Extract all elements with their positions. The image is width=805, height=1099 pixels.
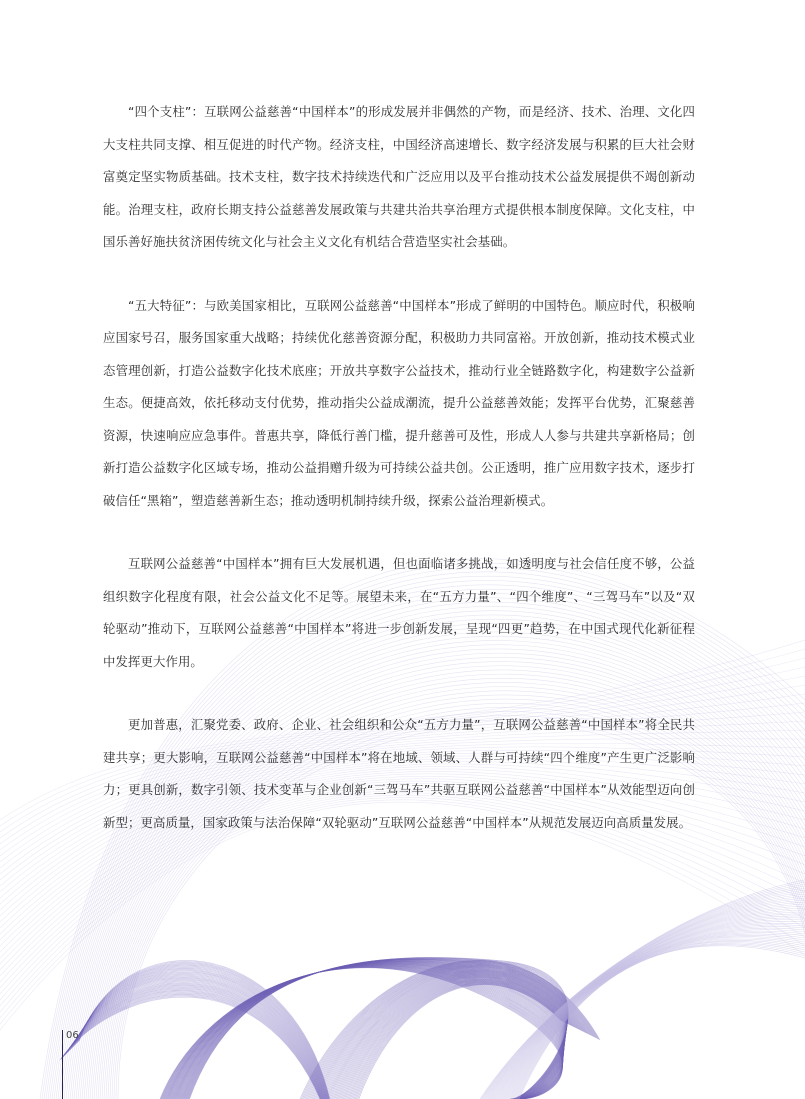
paragraph-opportunities: 互联网公益慈善“中国样本”拥有巨大发展机遇，但也面临诸多挑战，如透明度与社会信任度不够，公益组织数字化程度有限，社会公益文化不足等。展望未来，在“五方力量”、“四个维度”、“三驾马车”以及“双轮驱动”推动下，互联网公益慈善“中国样本”将进一步创新发展，呈现“四更”趋势，在中国式现代化新征程中发挥更大作用。 — [103, 556, 695, 669]
paragraph-four-more: 更加普惠，汇聚党委、政府、企业、社会组织和公众“五方力量”，互联网公益慈善“中国样本”将全民共建共享；更大影响，互联网公益慈善“中国样本”将在地域、领域、人群与可持续“四个维度”产生更广泛影响力；更具创新，数字引领、技术变革与企业创新“三驾马车”共驱互联网公益慈善“中国样本”从效能型迈向创新型；更高质量，国家政策与法治保障“双轮驱动”互联网公益慈善“中国样本”从规范发展迈向高质量发展。 — [103, 717, 695, 830]
page-number-rule — [62, 1030, 63, 1099]
page-number: 06 — [66, 1030, 79, 1041]
body-text — [103, 96, 695, 870]
paragraph-four-pillars: “四个支柱”：互联网公益慈善“中国样本”的形成发展并非偶然的产物，而是经济、技术、治理、文化四大支柱共同支撑、相互促进的时代产物。经济支柱，中国经济高速增长、数字经济发展与积累的巨大社会财富奠定坚实物质基础。技术支柱，数字技术持续迭代和广泛应用以及平台推动技术公益发展提供不竭创新动能。治理支柱，政府长期支持公益慈善发展政策与共建共治共享治理方式提供根本制度保障。文化支柱，中国乐善好施扶贫济困传统文化与社会主义文化有机结合营造坚实社会基础。 — [103, 104, 695, 249]
paragraph-five-features: “五大特征”：与欧美国家相比，互联网公益慈善“中国样本”形成了鲜明的中国特色。顺应时代，积极响应国家号召，服务国家重大战略；持续优化慈善资源分配，积极助力共同富裕。开放创新，推动技术模式业态管理创新，打造公益数字化技术底座；开放共享数字公益技术，推动行业全链路数字化，构建数字公益新生态。便捷高效，依托移动支付优势，推动指尖公益成潮流，提升公益慈善效能；发挥平台优势，汇聚慈善资源，快速响应应急事件。普惠共享，降低行善门槛，提升慈善可及性，形成人人参与共建共享新格局；创新打造公益数字化区域专场，推动公益捐赠升级为可持续公益共创。公正透明，推广应用数字技术，逐步打破信任“黑箱”，塑造慈善新生态；推动透明机制持续升级，探索公益治理新模式。 — [103, 297, 695, 508]
